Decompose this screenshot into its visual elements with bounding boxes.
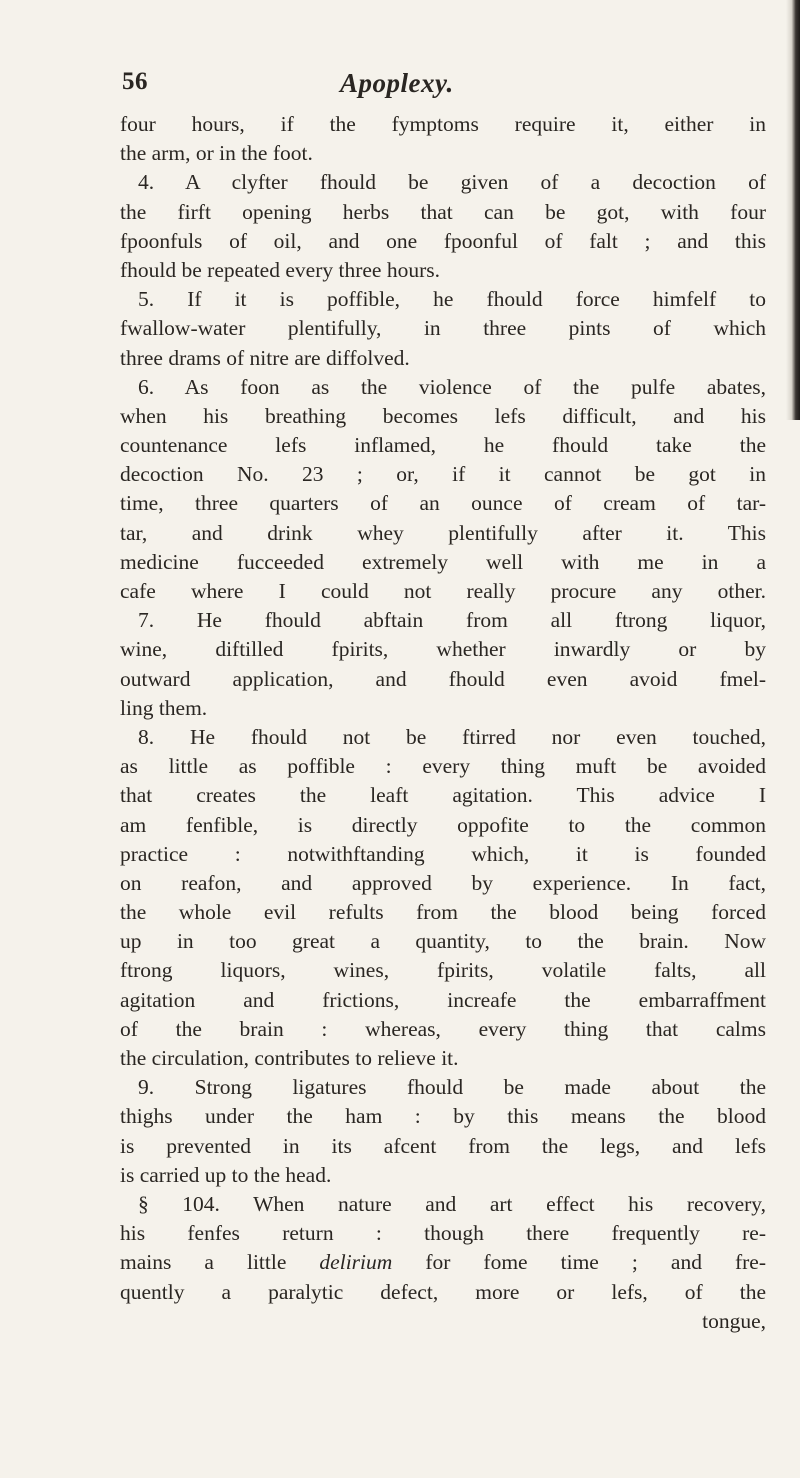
text-line: time, three quarters of an ounce of cream of tar- <box>120 491 766 516</box>
text-line: the arm, or in the foot. <box>120 141 313 166</box>
text-line: cafe where I could not really procure any other. <box>120 579 766 603</box>
text-line: on reafon, and approved by experience. In fact, <box>120 870 766 895</box>
text-line: countenance lefs inflamed, he fhould take the <box>120 433 766 458</box>
text-line: 4. A clyfter fhould be given of a decoction of <box>138 170 766 195</box>
running-head: Apoplexy. <box>340 68 454 98</box>
text-line: 5. If it is poffible, he fhould force himfelf to <box>138 287 766 312</box>
page-edge-shadow <box>786 0 800 420</box>
text-line: outward application, and fhould even avoid fmel- <box>120 666 766 691</box>
text-line: medicine fucceeded extremely well with me in a <box>120 549 766 574</box>
text-line: wine, diftilled fpirits, whether inwardly or by <box>120 637 766 662</box>
text-line: four hours, if the fymptoms require it, either in <box>120 112 766 136</box>
text-line: § 104. When nature and art effect his recovery, <box>138 1191 766 1216</box>
text-line: is carried up to the head. <box>120 1162 332 1187</box>
text-line: am fenfible, is directly oppofite to the common <box>120 812 766 837</box>
text-line: up in too great a quantity, to the brain. Now <box>120 929 766 954</box>
text-line: decoction No. 23 ; or, if it cannot be got in <box>120 462 766 487</box>
italic-term: delirium <box>319 1250 393 1275</box>
text-line: three drams of nitre are diffolved. <box>120 345 410 370</box>
body-text <box>120 110 766 1336</box>
text-line: tar, and drink whey plentifully after it. This <box>120 520 766 545</box>
page-number: 56 <box>122 68 148 95</box>
text-line: ftrong liquors, wines, fpirits, volatile falts, all <box>120 958 766 983</box>
text-line: of the brain : whereas, every thing that calms <box>120 1016 766 1041</box>
text-line: 7. He fhould abftain from all ftrong liquor, <box>138 608 766 633</box>
text-line: the circulation, contributes to relieve it. <box>120 1046 459 1070</box>
text-line: ling them. <box>120 695 208 720</box>
text-line: when his breathing becomes lefs difficult, and his <box>120 403 766 428</box>
text-line: is prevented in its afcent from the legs, and lefs <box>120 1133 766 1158</box>
page-header <box>122 68 762 108</box>
text-line: as little as poffible : every thing muft be avoided <box>120 754 766 779</box>
text-line: fwallow-water plentifully, in three pints of which <box>120 316 766 341</box>
text-line: agitation and frictions, increafe the embarraffment <box>120 987 766 1012</box>
text-line: 8. He fhould not be ftirred nor even touched, <box>138 724 766 749</box>
text-line: the whole evil refults from the blood being forced <box>120 900 766 925</box>
text-line: the firft opening herbs that can be got, with four <box>120 199 766 224</box>
text-line: practice : notwithftanding which, it is founded <box>120 841 766 866</box>
text-line: fpoonfuls of oil, and one fpoonful of falt ; and this <box>120 228 766 253</box>
text-line: 6. As foon as the violence of the pulfe abates, <box>138 374 766 399</box>
text-line: his fenfes return : though there frequently re- <box>120 1221 766 1246</box>
text-line: quently a paralytic defect, more or lefs, of the <box>120 1279 766 1304</box>
text-line: 9. Strong ligatures fhould be made about the <box>138 1075 766 1100</box>
text-line: tongue, <box>702 1308 766 1333</box>
text-line: that creates the leaft agitation. This advice I <box>120 783 766 808</box>
text-line: thighs under the ham : by this means the blood <box>120 1104 766 1129</box>
text-line: fhould be repeated every three hours. <box>120 257 440 282</box>
text-line: mains a little delirium for fome time ; and fre- <box>120 1250 766 1275</box>
